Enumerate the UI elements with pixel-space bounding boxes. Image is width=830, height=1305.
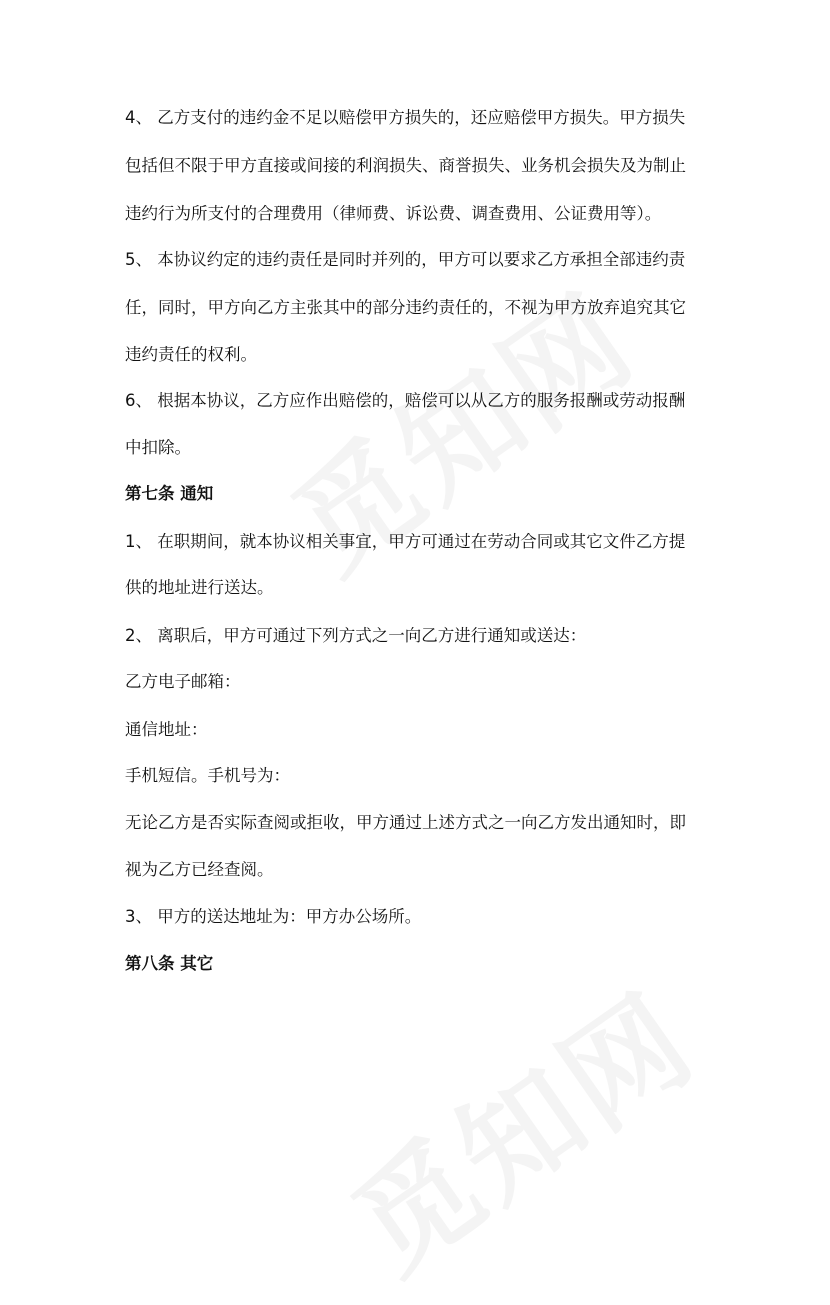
clause-5-line-1: 5、 本协议约定的违约责任是同时并列的，甲方可以要求乙方承担全部违约责 (125, 250, 686, 269)
watermark (315, 947, 723, 1305)
notice-2-line-6: 视为乙方已经查阅。 (125, 860, 274, 879)
clause-5-line-2: 任，同时，甲方向乙方主张其中的部分违约责任的，不视为甲方放弃追究其它 (125, 298, 686, 317)
clause-4-line-3: 违约行为所支付的合理费用（律师费、诉讼费、调查费用、公证费用等）。 (125, 204, 662, 223)
clause-6-line-1: 6、 根据本协议，乙方应作出赔偿的，赔偿可以从乙方的服务报酬或劳动报酬 (125, 391, 686, 410)
address-field-label: 通信地址： (125, 720, 208, 739)
section-heading-article-8: 第八条 其它 (125, 954, 214, 973)
clause-6-line-2: 中扣除。 (125, 438, 191, 457)
notice-2-line-5: 无论乙方是否实际查阅或拒收，甲方通过上述方式之一向乙方发出通知时，即 (125, 813, 686, 832)
clause-4-line-2: 包括但不限于甲方直接或间接的利润损失、商誉损失、业务机会损失及为制止 (125, 156, 686, 175)
notice-1-line-2: 供的地址进行送达。 (125, 578, 274, 597)
notice-3-line-1: 3、 甲方的送达地址为：甲方办公场所。 (125, 907, 422, 926)
section-heading-article-7: 第七条 通知 (125, 484, 214, 503)
notice-2-line-1: 2、 离职后，甲方可通过下列方式之一向乙方进行通知或送达： (125, 626, 587, 645)
phone-field-label: 手机短信。手机号为： (125, 766, 290, 785)
clause-5-line-3: 违约责任的权利。 (125, 345, 257, 364)
email-field-label: 乙方电子邮箱： (125, 672, 241, 691)
clause-4-line-1: 4、 乙方支付的违约金不足以赔偿甲方损失的，还应赔偿甲方损失。甲方损失 (125, 108, 686, 127)
notice-1-line-1: 1、 在职期间，就本协议相关事宜，甲方可通过在劳动合同或其它文件乙方提 (125, 532, 686, 551)
